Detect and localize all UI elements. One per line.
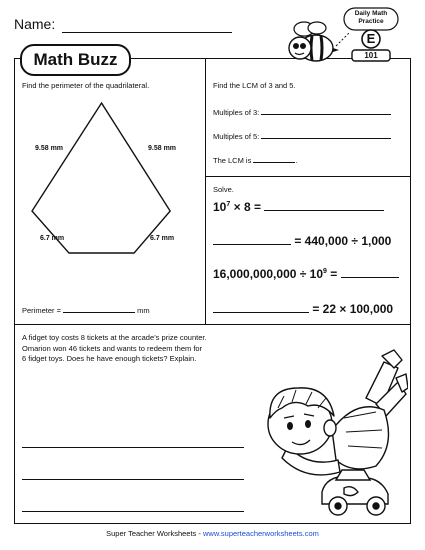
lcm-row [213, 156, 298, 165]
equation-1 [213, 200, 384, 214]
q4-prompt [22, 333, 207, 365]
footer-link[interactable]: www.superteacherworksheets.com [202, 529, 319, 538]
perimeter-answer [22, 306, 150, 315]
equation-2 [213, 234, 391, 248]
lcm-blank[interactable] [253, 162, 295, 163]
lcm-end: . [295, 156, 298, 165]
eq3-exponent: 9 [323, 268, 327, 275]
multiples-5-blank[interactable] [261, 138, 391, 139]
eq2-text: = 440,000 ÷ 1,000 [294, 234, 392, 248]
q4-line-2: Omarion won 46 tickets and wants to redeem them for [22, 343, 203, 353]
side-label-bottom-right: 6.7 mm [150, 235, 175, 242]
boy-with-toy-car-illustration [248, 348, 408, 522]
q2-prompt: Find the LCM of 3 and 5. [213, 81, 296, 90]
q4-line-3: 6 fidget toys. Does he have enough tickets? Explain. [22, 354, 197, 363]
eq3-blank[interactable] [341, 277, 399, 278]
divider-right-horizontal [205, 176, 411, 177]
multiples-3-row [213, 108, 391, 117]
multiples-5-label: Multiples of 5: [213, 132, 260, 141]
name-label: Name: [14, 16, 56, 32]
eq3-end: = [326, 267, 338, 281]
equation-3 [213, 267, 399, 281]
multiples-5-row [213, 132, 391, 141]
answer-line-2[interactable] [22, 479, 244, 480]
lcm-label: The LCM is [213, 156, 252, 165]
perimeter-label: Perimeter = [22, 306, 61, 315]
footer-text: Super Teacher Worksheets - [106, 529, 203, 538]
divider-horizontal [14, 324, 411, 325]
divider-vertical [205, 58, 206, 324]
eq3-start: 16,000,000,000 ÷ 10 [213, 267, 324, 281]
badge-line2: Practice [358, 18, 384, 25]
footer [0, 529, 425, 538]
perimeter-blank[interactable] [63, 312, 135, 313]
daily-practice-badge [340, 6, 402, 62]
eq4-blank[interactable] [213, 312, 309, 313]
side-label-top-left: 9.58 mm [35, 145, 64, 152]
q4-line-1: A fidget toy costs 8 tickets at the arcade’s prize counter. [22, 333, 207, 342]
answer-line-1[interactable] [22, 447, 244, 448]
perimeter-unit: mm [137, 306, 150, 315]
equation-4 [213, 302, 393, 316]
multiples-3-blank[interactable] [261, 114, 391, 115]
q3-prompt: Solve. [213, 185, 234, 194]
eq1-blank[interactable] [264, 210, 384, 211]
badge-number: 101 [364, 51, 378, 60]
eq4-text: = 22 × 100,000 [312, 302, 394, 316]
side-label-bottom-left: 6.7 mm [40, 235, 65, 242]
side-label-top-right: 9.58 mm [148, 145, 177, 152]
answer-line-3[interactable] [22, 511, 244, 512]
eq1-base: 10 [213, 200, 227, 214]
eq2-blank[interactable] [213, 244, 291, 245]
q1-prompt: Find the perimeter of the quadrilateral. [22, 81, 150, 90]
multiples-3-label: Multiples of 3: [213, 108, 260, 117]
page-title: Math Buzz [20, 44, 131, 76]
badge-line1: Daily Math [354, 10, 388, 17]
eq1-exponent: 7 [226, 201, 231, 208]
badge-letter: E [366, 31, 376, 46]
eq1-rest: × 8 = [230, 200, 261, 214]
name-field-line[interactable] [62, 32, 232, 33]
